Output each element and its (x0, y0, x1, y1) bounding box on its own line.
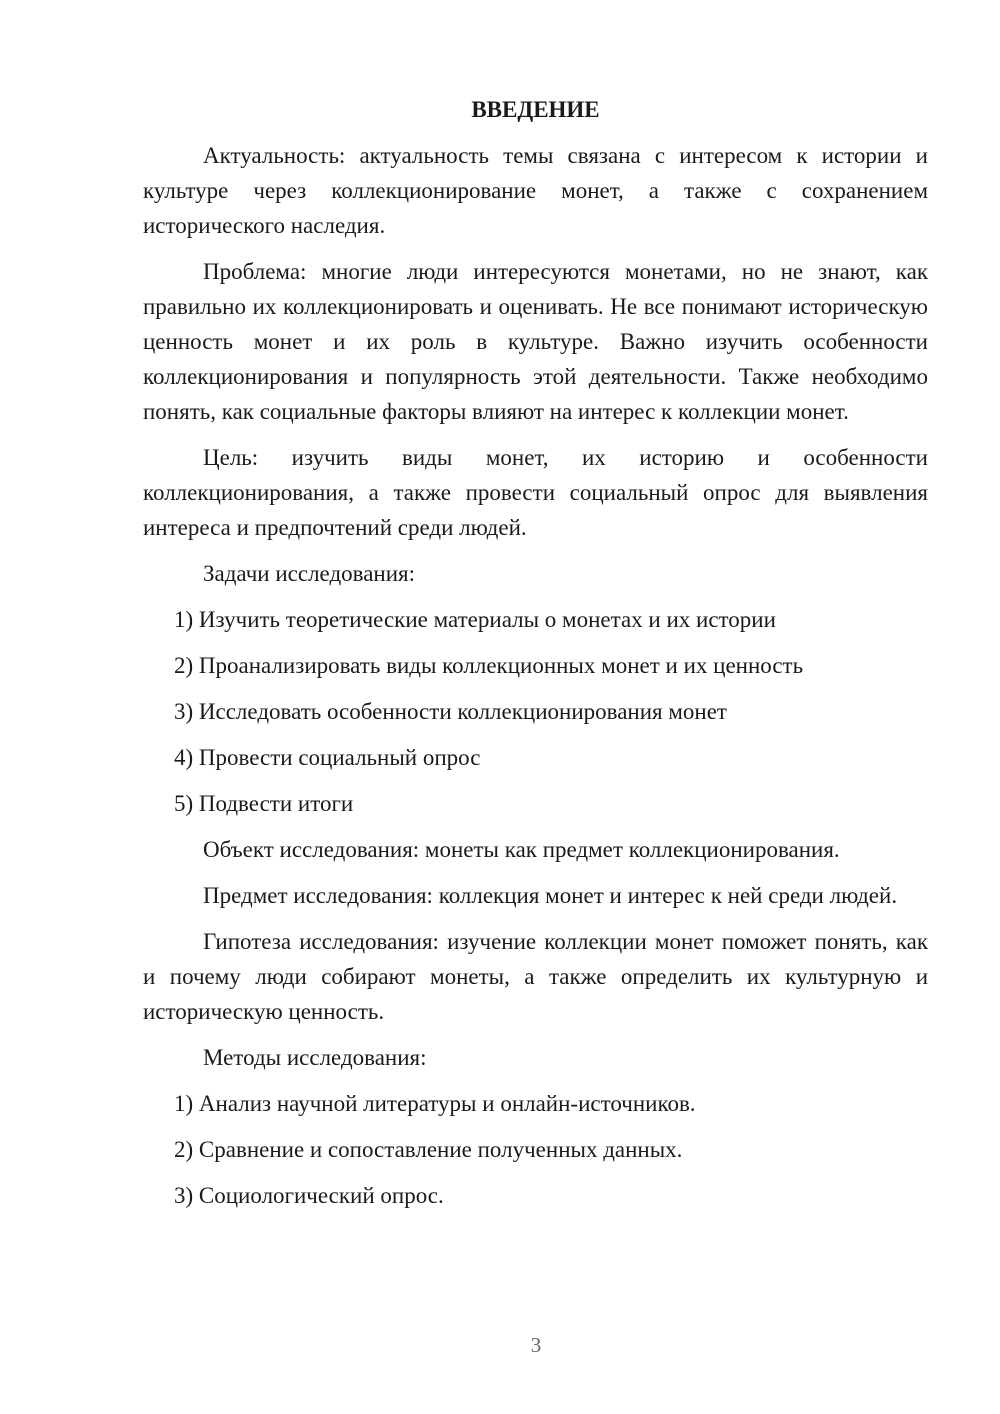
subject-paragraph: Предмет исследования: коллекция монет и интерес к ней среди людей. (203, 883, 898, 908)
list-item: 3) Социологический опрос. (174, 1183, 444, 1208)
hypothesis-paragraph: Гипотеза исследования: изучение коллекции монет поможет понять, как и почему люди собирают монеты, а также определить их культурную и историческую ценность. (143, 929, 928, 1024)
methods-title: Методы исследования: (203, 1045, 427, 1070)
tasks-list (143, 602, 928, 821)
page-title: ВВЕДЕНИЕ (471, 97, 600, 122)
page-number: 3 (530, 1333, 542, 1357)
list-item: 1) Анализ научной литературы и онлайн-источников. (174, 1091, 696, 1116)
tasks-title: Задачи исследования: (203, 561, 416, 586)
goal-paragraph: Цель: изучить виды монет, их историю и особенности коллекционирования, а также провести социальный опрос для выявления интереса и предпочтений среди людей. (143, 445, 928, 540)
list-item: 2) Проанализировать виды коллекционных монет и их ценность (174, 653, 804, 678)
list-item: 5) Подвести итоги (174, 791, 354, 816)
problem-paragraph: Проблема: многие люди интересуются монетами, но не знают, как правильно их коллекционировать и оценивать. Не все понимают историческую ценность монет и их роль в культуре. Важно изучить особенности коллекционирования и популярность этой деятельности. Также необходимо понять, как социальные факторы влияют на интерес к коллекции монет. (143, 259, 928, 424)
relevance-paragraph: Актуальность: актуальность темы связана с интересом к истории и культуре через коллекционирование монет, а также с сохранением исторического наследия. (143, 143, 928, 238)
object-paragraph: Объект исследования: монеты как предмет коллекционирования. (203, 837, 840, 862)
list-item: 4) Провести социальный опрос (174, 745, 481, 770)
list-item: 3) Исследовать особенности коллекционирования монет (174, 699, 727, 724)
document-page (143, 92, 928, 1224)
list-item: 2) Сравнение и сопоставление полученных данных. (174, 1137, 683, 1162)
methods-list (143, 1086, 928, 1213)
list-item: 1) Изучить теоретические материалы о монетах и их истории (174, 607, 776, 632)
